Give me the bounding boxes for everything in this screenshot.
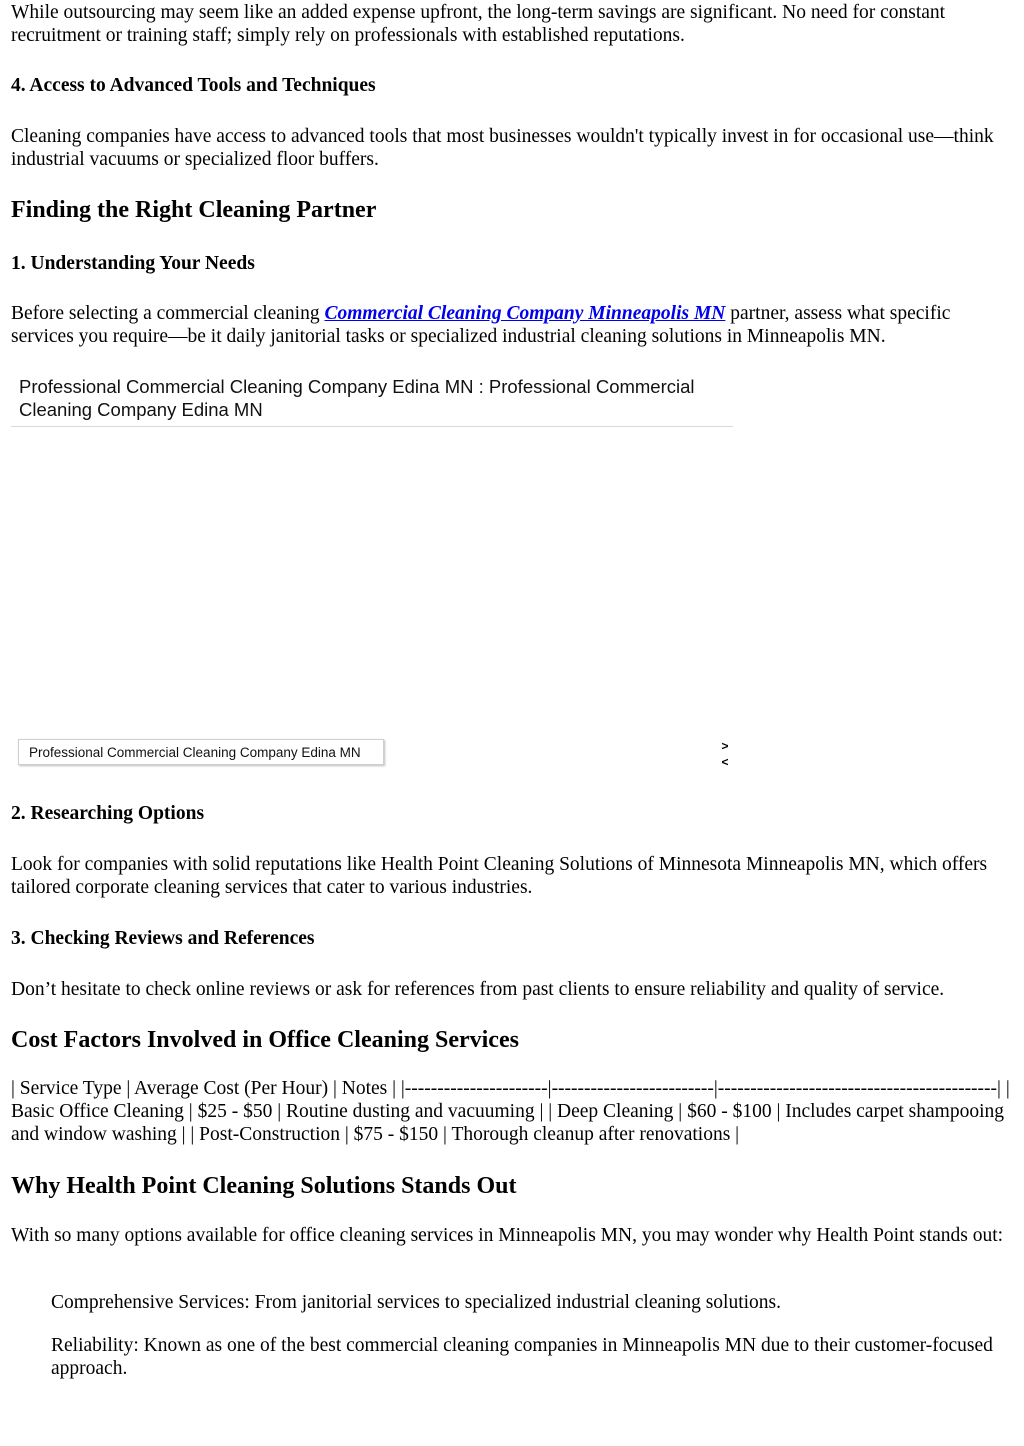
widget-divider	[11, 426, 733, 427]
advanced-tools-paragraph: Cleaning companies have access to advanced tools that most businesses wouldn't typically invest in for occasional use—think industrial vacuums or specialized floor buffers.	[11, 126, 994, 170]
subheading-researching-options: 2. Researching Options	[11, 803, 205, 824]
widget-caption-tag[interactable]: Professional Commercial Cleaning Company Edina MN	[18, 739, 384, 765]
needs-text-before: Before selecting a commercial cleaning	[11, 303, 325, 324]
why-paragraph: With so many options available for office cleaning services in Minneapolis MN, you may wonder why Health Point stands out:	[11, 1225, 1004, 1246]
embedded-presentation-widget	[11, 373, 733, 773]
needs-text-after: partner, assess what specific services you require—be it daily janitorial tasks or specialized industrial cleaning solutions in Minneapolis MN.	[11, 303, 951, 347]
researching-paragraph: Look for companies with solid reputations like Health Point Cleaning Solutions of Minnesota Minneapolis MN, which offers tailored corporate cleaning services that cater to various industries.	[11, 854, 988, 898]
prev-arrow-icon[interactable]: <	[721, 755, 729, 769]
section-heading-cost-factors: Cost Factors Involved in Office Cleaning Services	[11, 1027, 519, 1053]
needs-paragraph	[11, 302, 1014, 348]
commercial-cleaning-link[interactable]: Commercial Cleaning Company Minneapolis MN	[324, 303, 726, 324]
section-heading-finding-partner: Finding the Right Cleaning Partner	[11, 197, 377, 223]
cost-table-text: | Service Type | Average Cost (Per Hour) | Notes | |----------------------|-------------------------|-------------------------------------------| | Basic Office Cleaning | $25 - $50 | Routine dusting and vacuuming | | Deep Cleaning | $60 - $100 | Includes carpet shampooing and window washing | | Post-Construction | $75 - $150 | Thorough cleanup after renovations |	[11, 1078, 1010, 1145]
subheading-advanced-tools: 4. Access to Advanced Tools and Techniques	[11, 75, 376, 96]
subheading-checking-reviews: 3. Checking Reviews and References	[11, 928, 315, 949]
intro-paragraph: While outsourcing may seem like an added expense upfront, the long-term savings are significant. No need for constant recruitment or training staff; simply rely on professionals with established reputations.	[11, 2, 946, 46]
widget-title[interactable]: Professional Commercial Cleaning Company Edina MN : Professional Commercial Cleaning Company Edina MN	[19, 376, 695, 420]
widget-navigation	[718, 738, 732, 770]
list-item: Comprehensive Services: From janitorial services to specialized industrial cleaning solutions.	[51, 1292, 781, 1313]
next-arrow-icon[interactable]: >	[721, 739, 729, 753]
list-item: Reliability: Known as one of the best commercial cleaning companies in Minneapolis MN due to their customer-focused approach.	[51, 1335, 993, 1379]
reviews-paragraph: Don’t hesitate to check online reviews or ask for references from past clients to ensure reliability and quality of service.	[11, 979, 945, 1000]
section-heading-why-health-point: Why Health Point Cleaning Solutions Stands Out	[11, 1173, 517, 1199]
subheading-understanding-needs: 1. Understanding Your Needs	[11, 253, 255, 274]
